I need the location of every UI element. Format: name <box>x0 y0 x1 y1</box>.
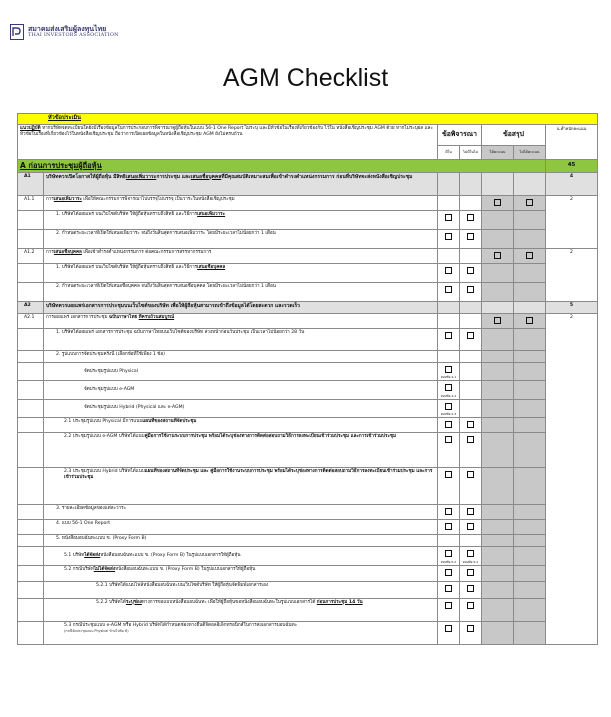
item-a1-2-row <box>18 248 598 263</box>
checkbox[interactable] <box>467 508 474 515</box>
subitem-text <box>44 210 438 229</box>
subitem-text: 2. กำหนดระยะเวลาที่เปิดให้เสนอเพิ่มวาระ จนถึงวันสิ้นสุดการเสนอเพิ่มวาระ โดยมีระยะเวลาไม่น้อยกว่า 1 เดือน <box>44 229 438 248</box>
option-goto-label: ตอบข้อ 5.2 <box>440 559 457 564</box>
subitem-text <box>44 432 438 467</box>
item-text-underlined: ที่ครบถ้วนสมบูรณ์ <box>138 315 175 321</box>
item-text <box>44 195 438 210</box>
subitem-text-underlined: เสนอเพิ่มวาระ <box>197 211 226 217</box>
checkbox[interactable] <box>445 214 452 221</box>
topic-header-row <box>18 114 598 125</box>
consider-yes-cell[interactable] <box>438 432 460 467</box>
conclude-pass-cell[interactable] <box>482 248 514 263</box>
question-title-underlined: เสนอชื่อบุคคล <box>190 173 222 180</box>
subitem-row <box>18 351 598 363</box>
consider-no-cell[interactable] <box>460 566 482 581</box>
subitem-text-start: 2.1 ประชุมรูปแบบ Physical มีการแนบ <box>64 418 143 424</box>
subitem-text-start: 2.3 ประชุมรูปแบบ Hybrid บริษัทได้แนบ <box>64 468 145 474</box>
checkbox[interactable] <box>445 471 452 478</box>
subitem-text-start: 2.2 ประชุมรูปแบบ e-AGM บริษัทได้แนบ <box>64 433 145 439</box>
subitem-row <box>18 598 598 621</box>
item-a1-1-row <box>18 195 598 210</box>
consider-yes-cell[interactable] <box>438 621 460 644</box>
checkbox[interactable] <box>467 267 474 274</box>
sub-header-fail: ไม่ได้คะแนน <box>514 145 546 159</box>
subitem-text-end: หนังสือมอบฉันทะแบบ ข. (Proxy Form B) ในรูปแบบเอกสารให้ผู้ถือหุ้น <box>100 553 241 559</box>
subitem-text-start: 5.3 กรณีประชุมแบบ e-AGM หรือ Hybrid บริษัทได้กำหนดช่องทางยื่นดิจิตอลอิเล็กทรอนิกส์ในการส่งเอกสารมอบฉันทะ <box>64 622 298 628</box>
subitem-text-underlined: ก่อนการประชุม 14 วัน <box>316 599 363 605</box>
subitem-text-start: 1. บริษัทได้เผยแพร่ บนเว็บไซต์บริษัท ให้ผู้ถือหุ้นทราบถึงสิทธิ และวิธีการ <box>56 211 198 217</box>
item-points: 2 <box>546 195 598 248</box>
item-text-start: การเผยแพร่ เอกสารการประชุม <box>46 315 109 321</box>
subitem-text-underlined: ได้จัดส่ง <box>84 553 101 559</box>
question-a1-row <box>18 172 598 195</box>
consider-yes-cell[interactable] <box>438 520 460 535</box>
option-row <box>18 399 598 417</box>
conclude-pass-cell[interactable] <box>482 195 514 210</box>
item-text-underlined: เสนอชื่อบุคคล <box>53 249 82 255</box>
consider-yes-cell[interactable] <box>438 417 460 432</box>
checkbox[interactable] <box>445 508 452 515</box>
subitem-text: 5. หนังสือมอบฉันทะแบบ ข. (Proxy Form B) <box>44 535 438 547</box>
subitem-row <box>18 566 598 581</box>
question-code: A2 <box>18 302 44 314</box>
conclude-fail-cell[interactable] <box>514 248 546 263</box>
checkbox[interactable] <box>445 286 452 293</box>
option-text: จัดประชุมรูปแบบ Physical <box>44 363 438 381</box>
logo <box>10 24 119 40</box>
subitem-row <box>18 467 598 504</box>
checkbox[interactable] <box>445 523 452 530</box>
option-text: จัดประชุมรูปแบบ Hybrid (Physical และ e-AGM) <box>44 399 438 417</box>
subitem-text-start: 5.2.2 บริษัทได้ <box>96 599 126 605</box>
consider-yes-cell[interactable] <box>438 467 460 504</box>
subitem-text-underlined: ระบุช่อง <box>125 599 142 605</box>
consider-yes-cell[interactable] <box>438 329 460 351</box>
checkbox[interactable] <box>467 436 474 443</box>
option-goto-label: ตอบข้อ 2.3 <box>440 411 457 416</box>
option-row <box>18 381 598 399</box>
checklist-sheet <box>17 113 597 645</box>
question-title-end: ที่มีคุณสมบัติเหมาะสมเพื่อเข้าดำรงตำแหน่งกรรมการ ก่อนที่บริษัทจะส่งหนังสือเชิญประชุม <box>221 173 413 180</box>
option-select-cell[interactable] <box>438 399 460 417</box>
subitem-text-start: 5.2 กรณีบริษัท <box>64 567 94 573</box>
section-a-title: A ก่อนการประชุมผู้ถือหุ้น <box>18 159 546 172</box>
consider-yes-cell[interactable] <box>438 547 460 566</box>
subitem-text <box>44 417 438 432</box>
option-goto-label: ตอบข้อ 2.2 <box>440 393 457 398</box>
subitem-text <box>44 264 438 283</box>
consider-no-cell[interactable] <box>460 598 482 621</box>
conclude-fail-cell[interactable] <box>514 195 546 210</box>
subitem-text-end: หนังสือมอบฉันทะแบบ ข. (Proxy Form B) ในรูปแบบเอกสารให้ผู้ถือหุ้น <box>115 567 256 573</box>
subitem-text-bold: แผนที่ของสถานที่จัดประชุม <box>142 418 197 424</box>
question-title <box>44 172 438 195</box>
consider-no-cell[interactable] <box>460 264 482 283</box>
subitem-text-bold: คู่มือการใช้งานระบบการประชุม พร้อมได้ระบุช่องทางการติดต่อสอบถามวิธีการลงทะเบียนเข้าร่วมประชุม และการเข้าร่วมประชุม <box>144 433 397 439</box>
question-title: บริษัทควรเผยแพร่เอกสารการประชุมบนเว็บไซต์ของบริษัท เพื่อให้ผู้ถือหุ้นสามารถเข้าถึงข้อมูลได้โดยสะดวก และรวดเร็ว <box>44 302 438 314</box>
item-text <box>44 248 438 263</box>
checkbox[interactable] <box>467 214 474 221</box>
conclude-pass-cell[interactable] <box>482 314 514 329</box>
consider-no-cell[interactable] <box>460 504 482 519</box>
checkbox[interactable] <box>467 625 474 632</box>
checkbox[interactable] <box>445 421 452 428</box>
consider-yes-cell[interactable] <box>438 283 460 302</box>
subitem-text <box>44 621 438 644</box>
checkbox[interactable] <box>494 317 501 324</box>
consider-no-cell[interactable] <box>460 547 482 566</box>
option-text: จัดประชุมรูปแบบ e-AGM <box>44 381 438 399</box>
checkbox[interactable] <box>445 332 452 339</box>
subitem-text: 4. แบบ 56-1 One Report <box>44 520 438 535</box>
advice-label: แนวปฏิบัติ <box>20 125 41 131</box>
subitem-note: (กรณีจัดประชุมแบบ Physical ข้ามไปข้อ 6) <box>64 628 129 633</box>
item-code: A1.1 <box>18 195 44 210</box>
checkbox[interactable] <box>467 332 474 339</box>
checkbox[interactable] <box>467 471 474 478</box>
subitem-text-bold: แผนที่ของสถานที่จัดประชุม และ คู่มือการใช้งานระบบการประชุม พร้อมได้ระบุช่องทางการติดต่อสอบถามวิธีการลงทะเบียนเข้าร่วมประชุม และการเข้าร่วมประชุม <box>64 468 433 481</box>
subitem-text-underlined: เสนอชื่อบุคคล <box>197 265 226 271</box>
section-a-points: 45 <box>546 159 598 172</box>
consider-no-cell[interactable] <box>460 283 482 302</box>
subitem-row <box>18 210 598 229</box>
consider-no-cell[interactable] <box>460 467 482 504</box>
advice-text: หากบริษัทจดทะเบียนใดยังมีเรื่องข้อมูลในการประกอบการพิจารณาดูผู้ถือหุ้นในแบบ 56-1 One Report ไม่ระบุ และมีหัวข้อในเรื่องที่เกี่ยวข้องกับ ไว้ใน หนังสือเชิญประชุม AGM ด้วย หากไม่ระบุผล และหัวข้อในเรื่องที่เกี่ยวข้องไว้ในหนังสือเชิญประชุม ถือว่าการเปิดเผยข้อมูลในหนังสือเชิญประชุม AGM ยังไม่ครบถ้วน <box>20 125 433 137</box>
subitem-text <box>44 566 438 581</box>
item-code: A2.1 <box>18 314 44 329</box>
subitem-text-start: 1. บริษัทได้เผยแพร่ บนเว็บไซต์บริษัท ให้ผู้ถือหุ้นทราบถึงสิทธิ และวิธีการ <box>56 265 198 271</box>
question-code: A1 <box>18 172 44 195</box>
column-header-row <box>18 124 598 145</box>
checkbox[interactable] <box>494 252 501 259</box>
question-title-start: บริษัทควรเปิดโอกาสให้ผู้ถือหุ้น มีสิทธิ <box>46 173 126 180</box>
section-a-row <box>18 159 598 172</box>
subitem-row <box>18 504 598 519</box>
item-text-start: การ <box>46 196 54 202</box>
checkbox[interactable] <box>526 252 533 259</box>
subitem-row <box>18 329 598 351</box>
option-select-cell[interactable] <box>438 363 460 381</box>
checkbox[interactable] <box>467 569 474 576</box>
subitem-text <box>44 467 438 504</box>
checkbox[interactable] <box>526 317 533 324</box>
question-points: 5 <box>546 302 598 314</box>
consider-yes-cell[interactable] <box>438 210 460 229</box>
consider-no-cell[interactable] <box>460 417 482 432</box>
subitem-text: 2. รูปแบบการจัดประชุมครั้งนี้ (เลือกข้อที่ใช้เพียง 1 ข้อ) <box>44 351 438 363</box>
logo-name-thai: สมาคมส่งเสริมผู้ลงทุนไทย <box>28 25 107 33</box>
subitem-row <box>18 547 598 566</box>
checkbox[interactable] <box>445 366 452 373</box>
subitem-text: 2. กำหนดระยะเวลาที่เปิดให้เสนอชื่อบุคคล จนถึงวันสิ้นสุดการเสนอชื่อบุคคล โดยมีระยะเวลาไม่น้อยกว่า 1 เดือน <box>44 283 438 302</box>
subitem-row <box>18 621 598 644</box>
subitem-text <box>44 547 438 566</box>
item-text-start: การ <box>46 249 54 255</box>
subitem-text-end: ทางการขอแบบหนังสือมอบฉันทะ เพื่อให้ผู้ถือหุ้นขอหนังสือมอบฉันทะในรูปแบบเอกสารได้ <box>141 599 317 605</box>
consider-yes-cell[interactable] <box>438 566 460 581</box>
subitem-text-start: 5.1 บริษัท <box>64 553 85 559</box>
conclude-header: ข้อสรุป <box>482 124 546 145</box>
checkbox[interactable] <box>467 286 474 293</box>
subitem-row <box>18 432 598 467</box>
association-logo-icon <box>10 24 24 40</box>
subitem-text <box>44 598 438 621</box>
consider-no-cell[interactable] <box>460 581 482 598</box>
subitem-row <box>18 520 598 535</box>
checkbox[interactable] <box>526 199 533 206</box>
subitem-text: 1. บริษัทได้เผยแพร่ เอกสารการประชุม ฉบับภาษาไทยบนเว็บไซต์ของบริษัท ล่วงหน้าก่อนวันประชุม เป็นเวลาไม่น้อยกว่า 28 วัน <box>44 329 438 351</box>
consider-yes-cell[interactable] <box>438 264 460 283</box>
question-a2-row <box>18 302 598 314</box>
checkbox[interactable] <box>445 384 452 391</box>
checkbox[interactable] <box>445 625 452 632</box>
checkbox[interactable] <box>467 585 474 592</box>
option-row <box>18 363 598 381</box>
checkbox[interactable] <box>445 569 452 576</box>
consider-no-cell[interactable] <box>460 621 482 644</box>
option-goto-label: ตอบข้อ 2.1 <box>440 375 457 380</box>
topic-header: หัวข้อประเมิน <box>18 114 598 125</box>
consider-yes-cell[interactable] <box>438 581 460 598</box>
subitem-text: 5.2.1 บริษัทได้แนบไฟล์หนังสือมอบฉันทะบนเว็บไซต์บริษัท ให้ผู้ถือหุ้นจัดพิมพ์เอกสารเอง <box>44 581 438 598</box>
item-code: A1.2 <box>18 248 44 263</box>
consider-yes-cell[interactable] <box>438 504 460 519</box>
consider-yes-cell[interactable] <box>438 598 460 621</box>
item-text <box>44 314 438 329</box>
checkbox[interactable] <box>494 199 501 206</box>
page-title: AGM Checklist <box>222 64 389 92</box>
option-goto-label: ตอบข้อ 5.2 <box>462 559 479 564</box>
checkbox[interactable] <box>445 436 452 443</box>
item-text-end: เพื่อเข้าดำรงตำแหน่งกรรมการ ต่อคณะกรรมการสรรหากรรมการ <box>81 249 212 255</box>
subitem-row <box>18 229 598 248</box>
checkbox[interactable] <box>445 550 452 557</box>
consider-no-cell[interactable] <box>460 329 482 351</box>
consider-yes-cell[interactable] <box>438 229 460 248</box>
item-text-end: เพื่อให้คณะกรรมการพิจารณาไปบรรจุไม่บรรจุ เป็นวาระในหนังสือเชิญประชุม <box>81 196 235 202</box>
checkbox[interactable] <box>445 585 452 592</box>
checkbox[interactable] <box>445 403 452 410</box>
checkbox[interactable] <box>467 233 474 240</box>
item-points: 2 <box>546 314 598 645</box>
checkbox[interactable] <box>467 602 474 609</box>
subitem-row <box>18 535 598 547</box>
question-title-middle: การประชุม และ <box>156 173 191 180</box>
item-text-bold: ฉบับภาษาไทย <box>108 315 138 321</box>
subitem-row <box>18 417 598 432</box>
conclude-fail-cell[interactable] <box>514 314 546 329</box>
checkbox[interactable] <box>445 267 452 274</box>
subitem-text: 3. รายละเอียดข้อมูลของแต่ละวาระ <box>44 504 438 519</box>
checkbox[interactable] <box>467 523 474 530</box>
points-header: น.ค้ำหนักคะแนน <box>546 124 598 159</box>
consider-no-cell[interactable] <box>460 210 482 229</box>
subitem-row <box>18 283 598 302</box>
subitem-text-underlined: ไม่ได้จัดส่ง <box>93 567 116 573</box>
option-select-cell[interactable] <box>438 381 460 399</box>
checkbox[interactable] <box>467 421 474 428</box>
sub-header-yes: มีใน <box>438 145 460 159</box>
item-text-underlined: เสนอเพิ่มวาระ <box>53 196 82 202</box>
advice-cell <box>18 124 438 159</box>
consider-no-cell[interactable] <box>460 229 482 248</box>
logo-name-english: THAI INVESTORS ASSOCIATION <box>28 32 119 38</box>
sub-header-pass: ได้คะแนน <box>482 145 514 159</box>
checklist-table <box>17 113 598 645</box>
item-points: 2 <box>546 248 598 301</box>
subitem-row <box>18 264 598 283</box>
question-points: 4 <box>546 172 598 195</box>
item-a2-1-row <box>18 314 598 329</box>
consider-header: ข้อพิจารณา <box>438 124 482 145</box>
checkbox[interactable] <box>467 550 474 557</box>
question-title-underlined: เสนอเพิ่มวาระ <box>125 173 157 180</box>
sub-header-no: ไม่มีในไม่ <box>460 145 482 159</box>
checkbox[interactable] <box>445 602 452 609</box>
consider-no-cell[interactable] <box>460 432 482 467</box>
subitem-row <box>18 581 598 598</box>
consider-no-cell[interactable] <box>460 520 482 535</box>
checkbox[interactable] <box>445 233 452 240</box>
